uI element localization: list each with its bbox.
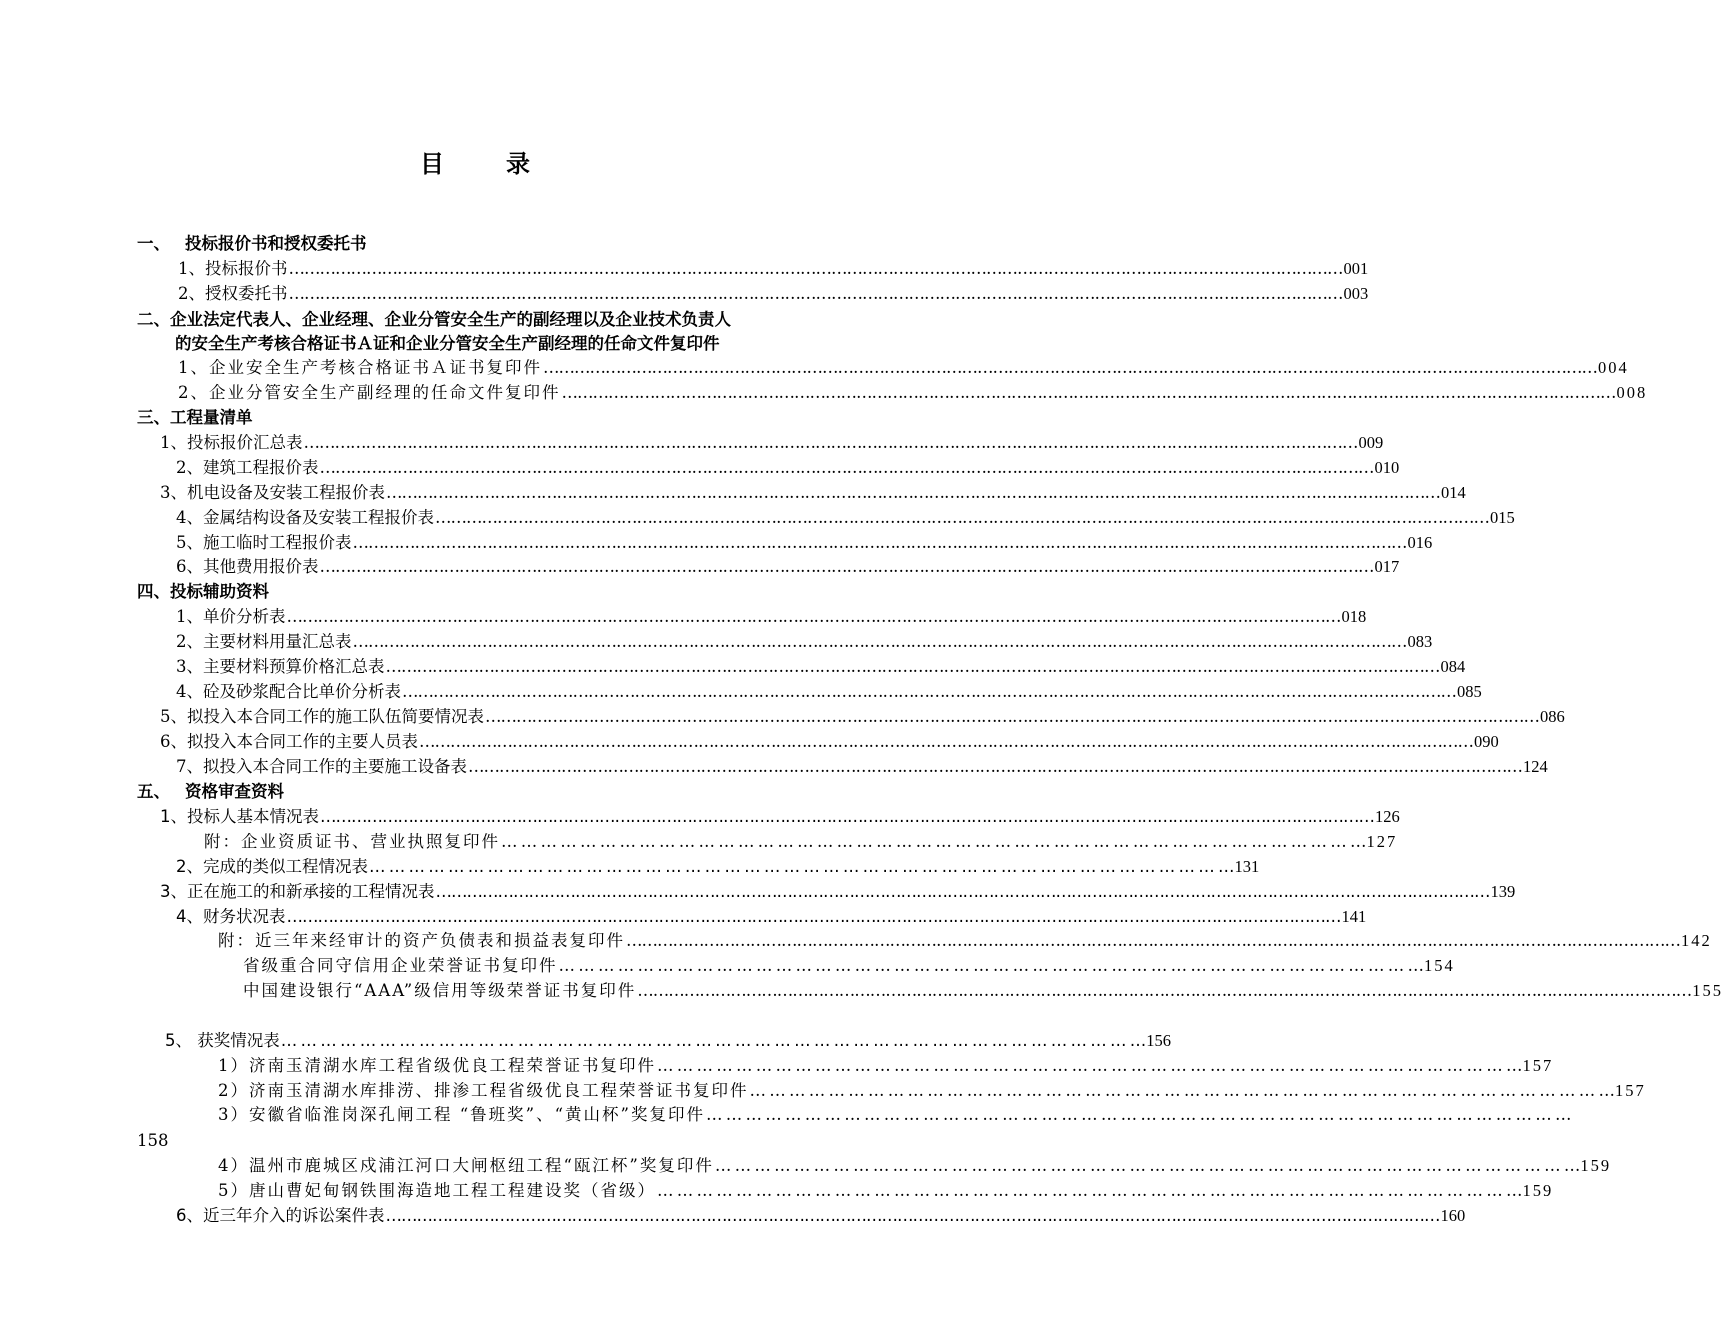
toc-entry[interactable] xyxy=(176,458,1400,478)
dot-leader: …………………………………………………………………………………………………………………………………………………………………………………… xyxy=(319,458,1374,477)
page-number: 124 xyxy=(1523,757,1548,776)
page-title xyxy=(0,144,950,179)
dot-leader: …………………………………………………………………………………………………………………………………………………………………………………… xyxy=(352,533,1407,552)
page-number: 016 xyxy=(1407,533,1433,552)
toc-entry[interactable] xyxy=(160,807,1400,827)
page-number: 015 xyxy=(1490,508,1515,527)
dot-leader: …………………………………………………………………………………………………………………………………………………………………………………… xyxy=(288,284,1343,303)
dot-leader: …………………………………………………………………………………………………………………………………………………………………………………… xyxy=(385,1206,1440,1225)
entry-label: 中国建设银行“AAA”级信用等级荣誉证书复印件 xyxy=(243,981,637,1000)
page-number: 018 xyxy=(1341,607,1367,626)
section-number: 一、 xyxy=(137,234,170,253)
toc-entry[interactable] xyxy=(176,857,1260,877)
dot-leader: …………………………………………………………………………………………………………………………………………………………………………………… xyxy=(435,882,1490,901)
section-label: 投标报价书和授权委托书 xyxy=(185,234,367,253)
dot-leader: …………………………………………………………………………………………………………………………………………………………………………………… xyxy=(286,907,1341,926)
page-number: 141 xyxy=(1341,907,1367,926)
toc-entry[interactable] xyxy=(218,931,1712,951)
page-number: 084 xyxy=(1440,657,1466,676)
toc-entry[interactable] xyxy=(204,832,1398,852)
toc-section-4[interactable]: 四、投标辅助资料 xyxy=(137,582,269,601)
entry-label: 4、金属结构设备及安装工程报价表 xyxy=(176,508,434,527)
page-number: 004 xyxy=(1598,358,1629,377)
toc-entry[interactable] xyxy=(218,1105,1571,1125)
toc-entry[interactable] xyxy=(176,607,1367,627)
page-number: 086 xyxy=(1540,707,1565,726)
entry-label: 2、授权委托书 xyxy=(178,284,288,303)
page-number: 090 xyxy=(1474,732,1499,751)
dot-leader: …………………………………………………………………………………………………………………………………………………………………………………… xyxy=(303,433,1358,452)
entry-label: 6、近三年介入的诉讼案件表 xyxy=(176,1206,385,1225)
toc-entry[interactable] xyxy=(218,1056,1554,1076)
entry-label: 1、投标报价书 xyxy=(178,259,288,278)
toc-entry[interactable] xyxy=(165,1031,1172,1051)
page-number: 001 xyxy=(1343,259,1369,278)
entry-label: 附：企业资质证书、营业执照复印件 xyxy=(204,832,500,851)
entry-label: 7、拟投入本合同工作的主要施工设备表 xyxy=(176,757,467,776)
title-char-2: 录 xyxy=(506,150,530,178)
dot-leader: …………………………………………………………………………………………………………………………………………………………………………………… xyxy=(320,807,1374,826)
dot-leader: …………………………………………………………………………………………………………………………………………………………………………………… xyxy=(435,508,1489,527)
entry-label: 2、企业分管安全生产副经理的任命文件复印件 xyxy=(178,383,561,402)
dot-leader: … … … … … … … … … … … … … … … … … … … … … … … … … … … … … … … … … … … … … … … … … … … … xyxy=(501,832,1366,851)
page-number: 158 xyxy=(137,1131,169,1150)
dot-leader: … … … … … … … … … … … … … … … … … … … … … … … … … … … … … … … … … … … … … … … … … … … … xyxy=(369,857,1234,876)
dot-leader: …………………………………………………………………………………………………………………………………………………………………………………… xyxy=(561,383,1616,402)
toc-entry[interactable] xyxy=(178,383,1648,403)
page-number: 159 xyxy=(1522,1181,1554,1200)
dot-leader: …………………………………………………………………………………………………………………………………………………………………………………… xyxy=(319,557,1374,576)
entry-label: 3、主要材料预算价格汇总表 xyxy=(176,657,385,676)
page-number: 155 xyxy=(1692,981,1723,1000)
dot-leader: …………………………………………………………………………………………………………………………………………………………………………………… xyxy=(626,931,1680,950)
dot-leader: … … … … … … … … … … … … … … … … … … … … … … … … … … … … … … … … … … … … … … … … … … … … xyxy=(657,1056,1522,1075)
dot-leader: …………………………………………………………………………………………………………………………………………………………………………………… xyxy=(402,682,1456,701)
dot-leader: …………………………………………………………………………………………………………………………………………………………………………………… xyxy=(543,358,1597,377)
dot-leader: …………………………………………………………………………………………………………………………………………………………………………………… xyxy=(637,981,1692,1000)
toc-entry[interactable] xyxy=(176,907,1367,927)
toc-entry[interactable] xyxy=(178,284,1369,304)
dot-leader: …………………………………………………………………………………………………………………………………………………………………………………… xyxy=(386,483,1440,502)
toc-entry[interactable] xyxy=(176,682,1482,702)
entry-label: 2、主要材料用量汇总表 xyxy=(176,632,352,651)
dot-leader: … … … … … … … … … … … … … … … … … … … … … … … … … … … … … … … … … … … … … … … … … … … … xyxy=(280,1031,1146,1050)
toc-entry[interactable] xyxy=(176,508,1515,528)
toc-entry[interactable] xyxy=(176,557,1400,577)
entry-label: 3、机电设备及安装工程报价表 xyxy=(160,483,385,502)
dot-leader: …………………………………………………………………………………………………………………………………………………………………………………… xyxy=(468,757,1522,776)
entry-label: 2、建筑工程报价表 xyxy=(176,458,319,477)
toc-entry[interactable] xyxy=(176,632,1433,652)
toc-entry[interactable] xyxy=(176,1206,1466,1226)
page-number: 156 xyxy=(1146,1031,1172,1050)
entry-label: 1、单价分析表 xyxy=(176,607,286,626)
toc-section-2-line-1[interactable]: 二、企业法定代表人、企业经理、企业分管安全生产的副经理以及企业技术负责人 xyxy=(137,310,731,329)
toc-entry[interactable] xyxy=(160,433,1384,453)
entry-label: 5、拟投入本合同工作的施工队伍简要情况表 xyxy=(160,707,484,726)
section-label: 资格审查资料 xyxy=(185,782,284,801)
entry-label: 4、财务状况表 xyxy=(176,907,286,926)
toc-entry[interactable] xyxy=(176,657,1466,677)
entry-label: 1）济南玉清湖水库工程省级优良工程荣誉证书复印件 xyxy=(218,1056,656,1075)
page-number: 127 xyxy=(1366,832,1398,851)
entry-label: 5、 获奖情况表 xyxy=(165,1031,280,1050)
dot-leader: …………………………………………………………………………………………………………………………………………………………………………………… xyxy=(352,632,1407,651)
entry-label: 省级重合同守信用企业荣誉证书复印件 xyxy=(243,956,558,975)
entry-label: 1、投标报价汇总表 xyxy=(160,433,303,452)
entry-label: 5、施工临时工程报价表 xyxy=(176,533,352,552)
entry-label: 3）安徽省临淮岗深孔闸工程 “鲁班奖”、“黄山杯”奖复印件 xyxy=(218,1105,705,1124)
dot-leader: … … … … … … … … … … … … … … … … … … … … … … … … … … … … … … … … … … … … … … … … … … … … xyxy=(558,956,1424,975)
toc-entry[interactable] xyxy=(243,981,1723,1001)
toc-entry[interactable] xyxy=(176,533,1433,553)
entry-label: 6、其他费用报价表 xyxy=(176,557,319,576)
dot-leader: … … … … … … … … … … … … … … … … … … … … … … … … … … … … … … … … … … … … … … … … … … … … xyxy=(714,1156,1580,1175)
toc-section-1[interactable] xyxy=(137,234,367,254)
toc-entry[interactable] xyxy=(160,732,1499,752)
entry-label: 6、拟投入本合同工作的主要人员表 xyxy=(160,732,418,751)
title-char-1: 目 xyxy=(420,150,444,178)
entry-label: 5）唐山曹妃甸钢铁围海造地工程工程建设奖（省级） xyxy=(218,1181,656,1200)
dot-leader: …………………………………………………………………………………………………………………………………………………………………………………… xyxy=(485,707,1539,726)
page-number: 157 xyxy=(1522,1056,1554,1075)
page-number: 014 xyxy=(1441,483,1466,502)
toc-entry[interactable] xyxy=(218,1156,1612,1176)
toc-section-5[interactable] xyxy=(137,782,284,802)
toc-entry[interactable] xyxy=(218,1081,1646,1101)
page-number: 010 xyxy=(1374,458,1400,477)
entry-label: 4）温州市鹿城区戍浦江河口大闸枢纽工程“瓯江杯”奖复印件 xyxy=(218,1156,714,1175)
toc-entry[interactable] xyxy=(178,358,1629,378)
page-number: 131 xyxy=(1234,857,1260,876)
entry-label: 附：近三年来经审计的资产负债表和损益表复印件 xyxy=(218,931,625,950)
entry-label: 1、企业安全生产考核合格证书Ａ证书复印件 xyxy=(178,358,542,377)
entry-label: 1、投标人基本情况表 xyxy=(160,807,319,826)
dot-leader: …………………………………………………………………………………………………………………………………………………………………………………… xyxy=(419,732,1473,751)
toc-section-2-line-2[interactable]: 的安全生产考核合格证书Ａ证和企业分管安全生产副经理的任命文件复印件 xyxy=(175,334,720,353)
toc-entry[interactable] xyxy=(160,707,1565,727)
page-number: 157 xyxy=(1615,1081,1646,1100)
dot-leader: …………………………………………………………………………………………………………………………………………………………………………………… xyxy=(286,607,1341,626)
page-number: 139 xyxy=(1490,882,1516,901)
page-number: 154 xyxy=(1424,956,1455,975)
entry-label: 2）济南玉清湖水库排涝、排渗工程省级优良工程荣誉证书复印件 xyxy=(218,1081,749,1100)
entry-label: 3、正在施工的和新承接的工程情况表 xyxy=(160,882,435,901)
toc-entry[interactable] xyxy=(218,1181,1554,1201)
section-number: 五、 xyxy=(137,782,170,801)
dot-leader: … … … … … … … … … … … … … … … … … … … … … … … … … … … … … … … … … … … … … … … … … … … … xyxy=(657,1181,1522,1200)
toc-entry[interactable] xyxy=(160,882,1516,902)
page-number: 003 xyxy=(1343,284,1369,303)
page-number: 008 xyxy=(1616,383,1648,402)
toc-entry[interactable] xyxy=(176,757,1548,777)
dot-leader: …………………………………………………………………………………………………………………………………………………………………………………… xyxy=(288,259,1343,278)
page-number: 142 xyxy=(1681,931,1712,950)
dot-leader: …………………………………………………………………………………………………………………………………………………………………………………… xyxy=(385,657,1440,676)
page-number: 083 xyxy=(1407,632,1433,651)
page-number: 159 xyxy=(1580,1156,1612,1175)
page-number: 009 xyxy=(1358,433,1384,452)
page-number: 160 xyxy=(1440,1206,1466,1225)
entry-label: 2、完成的类似工程情况表 xyxy=(176,857,368,876)
toc-section-3[interactable]: 三、工程量清单 xyxy=(137,408,253,427)
toc-entry[interactable] xyxy=(160,483,1466,503)
page-number: 017 xyxy=(1374,557,1400,576)
page-number: 126 xyxy=(1375,807,1400,826)
page-number: 085 xyxy=(1457,682,1482,701)
entry-label: 4、砼及砂浆配合比单价分析表 xyxy=(176,682,401,701)
dot-leader: … … … … … … … … … … … … … … … … … … … … … … … … … … … … … … … … … … … … … … … … … … … … xyxy=(749,1081,1615,1100)
toc-entry[interactable] xyxy=(178,259,1369,279)
toc-entry[interactable] xyxy=(243,956,1455,976)
dot-leader: … … … … … … … … … … … … … … … … … … … … … … … … … … … … … … … … … … … … … … … … … … … … xyxy=(705,1105,1571,1124)
